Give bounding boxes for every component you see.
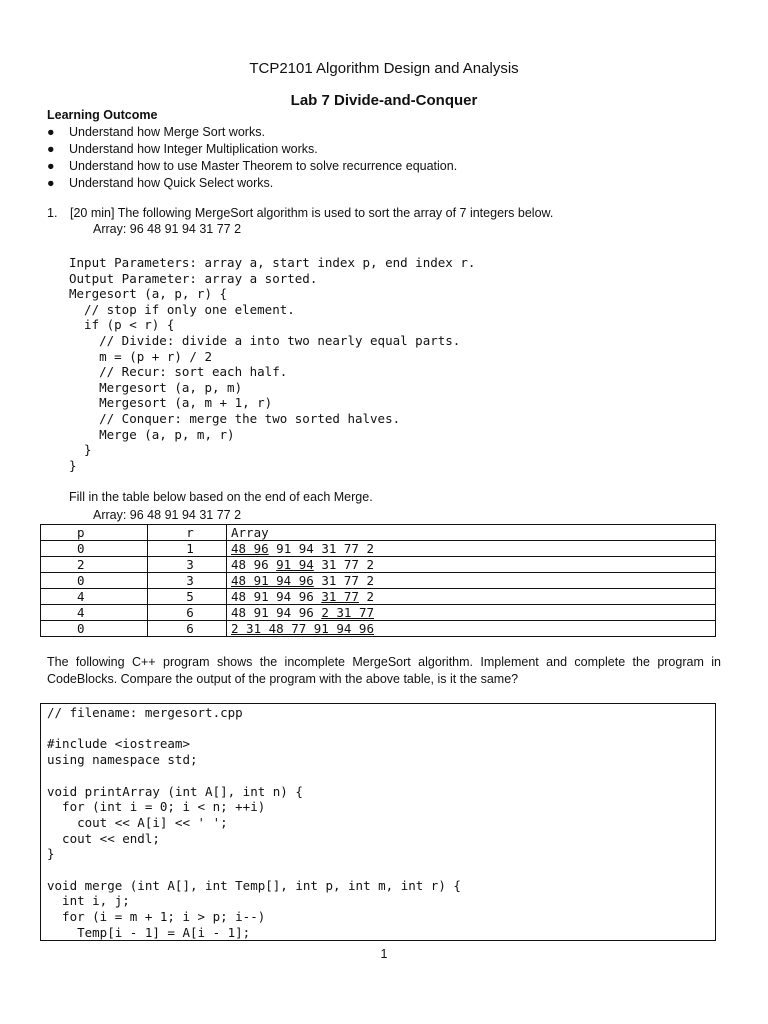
cell-p: 0 — [41, 573, 148, 589]
cell-array — [227, 573, 716, 589]
table-row — [41, 557, 716, 573]
code-line: for (i = m + 1; i > p; i--) — [47, 909, 266, 925]
cell-r: 1 — [148, 541, 227, 557]
list-item — [47, 175, 457, 192]
input-array-line: Array: 96 48 91 94 31 77 2 — [93, 222, 242, 236]
code-line: for (int i = 0; i < n; ++i) — [47, 799, 266, 815]
code-line: Mergesort (a, p, m) — [69, 379, 243, 395]
header-r: r — [148, 525, 227, 541]
cell-p: 4 — [41, 605, 148, 621]
code-line: using namespace std; — [47, 752, 198, 768]
table-row — [41, 605, 716, 621]
array-suffix: 31 77 2 — [313, 573, 375, 588]
bullet-icon: ● — [47, 142, 55, 156]
lab-title: Lab 7 Divide-and-Conquer — [290, 92, 478, 109]
array-suffix: 2 — [358, 589, 375, 604]
mergesort-pseudocode — [69, 255, 475, 473]
code-line: #include <iostream> — [47, 736, 190, 752]
array-prefix: 48 91 94 96 — [231, 589, 322, 604]
header-p: p — [41, 525, 148, 541]
code-line: Temp[i - 1] = A[i - 1]; — [47, 924, 251, 940]
merged-segment: 48 96 — [231, 541, 269, 556]
cell-r: 5 — [148, 589, 227, 605]
code-line: Mergesort (a, m + 1, r) — [69, 395, 273, 411]
list-item-text: Understand how Quick Select works. — [69, 176, 274, 190]
input-array-line-2: Array: 96 48 91 94 31 77 2 — [93, 508, 242, 522]
merged-segment: 48 91 94 96 — [231, 573, 314, 588]
code-line: cout << endl; — [47, 830, 160, 846]
list-item-text: Understand how Merge Sort works. — [69, 125, 265, 139]
array-suffix: 91 94 31 77 2 — [268, 541, 374, 556]
code-line: if (p < r) { — [69, 317, 175, 333]
array-prefix: 48 96 — [231, 557, 277, 572]
course-title: TCP2101 Algorithm Design and Analysis — [249, 60, 519, 77]
code-line: void printArray (int A[], int n) { — [47, 783, 303, 799]
list-item-text: Understand how to use Master Theorem to solve recurrence equation. — [69, 159, 458, 173]
cell-p: 0 — [41, 621, 148, 637]
learning-outcome-list — [47, 124, 457, 192]
table-row — [41, 589, 716, 605]
learning-outcome-heading: Learning Outcome — [47, 108, 158, 122]
bullet-icon: ● — [47, 176, 55, 190]
cpp-code-box — [40, 703, 716, 941]
cpp-instruction: The following C++ program shows the incomplete MergeSort algorithm. Implement and complete the program in CodeBlocks. Compare the output of the program with the above table, is it the same? — [47, 655, 721, 686]
fill-instruction: Fill in the table below based on the end of each Merge. — [69, 490, 373, 504]
cell-array — [227, 541, 716, 557]
code-line: Merge (a, p, m, r) — [69, 426, 235, 442]
header-array: Array — [227, 525, 716, 541]
cell-r: 6 — [148, 605, 227, 621]
code-line: void merge (int A[], int Temp[], int p, int m, int r) { — [47, 877, 461, 893]
code-line: // stop if only one element. — [69, 301, 295, 317]
code-line: // filename: mergesort.cpp — [47, 705, 243, 720]
table-row — [41, 621, 716, 637]
cell-p: 0 — [41, 541, 148, 557]
bullet-icon: ● — [47, 125, 55, 139]
bullet-icon: ● — [47, 159, 55, 173]
page-number: 1 — [380, 947, 388, 961]
code-line: Mergesort (a, p, r) { — [69, 286, 228, 302]
table-row — [41, 541, 716, 557]
code-line: } — [69, 457, 77, 473]
merged-segment: 31 77 — [321, 589, 359, 604]
code-line: Output Parameter: array a sorted. — [69, 270, 318, 286]
list-item — [47, 141, 457, 158]
merged-segment: 91 94 — [276, 557, 314, 572]
code-line: m = (p + r) / 2 — [69, 348, 212, 364]
code-line: cout << A[i] << ' '; — [47, 814, 228, 830]
merge-trace-table — [40, 524, 716, 637]
cell-p: 2 — [41, 557, 148, 573]
code-line: Input Parameters: array a, start index p, end index r. — [69, 255, 476, 270]
list-item — [47, 124, 457, 141]
merged-segment: 2 31 77 — [321, 605, 374, 620]
question-text: [20 min] The following MergeSort algorithm is used to sort the array of 7 integers below. — [70, 206, 554, 220]
cell-r: 3 — [148, 573, 227, 589]
list-item — [47, 158, 457, 175]
cell-r: 3 — [148, 557, 227, 573]
question-number: 1. — [47, 206, 58, 220]
cell-array — [227, 621, 716, 637]
cpp-code — [41, 704, 715, 941]
merged-segment: 2 31 48 77 91 94 96 — [231, 621, 374, 636]
cell-array — [227, 589, 716, 605]
table-header-row — [41, 525, 716, 541]
question-1 — [47, 206, 553, 220]
array-suffix: 31 77 2 — [313, 557, 375, 572]
list-item-text: Understand how Integer Multiplication works. — [69, 142, 318, 156]
table-row — [41, 573, 716, 589]
array-prefix: 48 91 94 96 — [231, 605, 322, 620]
code-line: // Divide: divide a into two nearly equal parts. — [69, 332, 461, 348]
code-line: // Conquer: merge the two sorted halves. — [69, 410, 401, 426]
code-line: } — [47, 846, 55, 862]
cell-p: 4 — [41, 589, 148, 605]
code-line: } — [69, 442, 92, 458]
cell-array — [227, 605, 716, 621]
code-line: int i, j; — [47, 893, 130, 909]
code-line: // Recur: sort each half. — [69, 364, 288, 380]
cell-r: 6 — [148, 621, 227, 637]
cell-array — [227, 557, 716, 573]
